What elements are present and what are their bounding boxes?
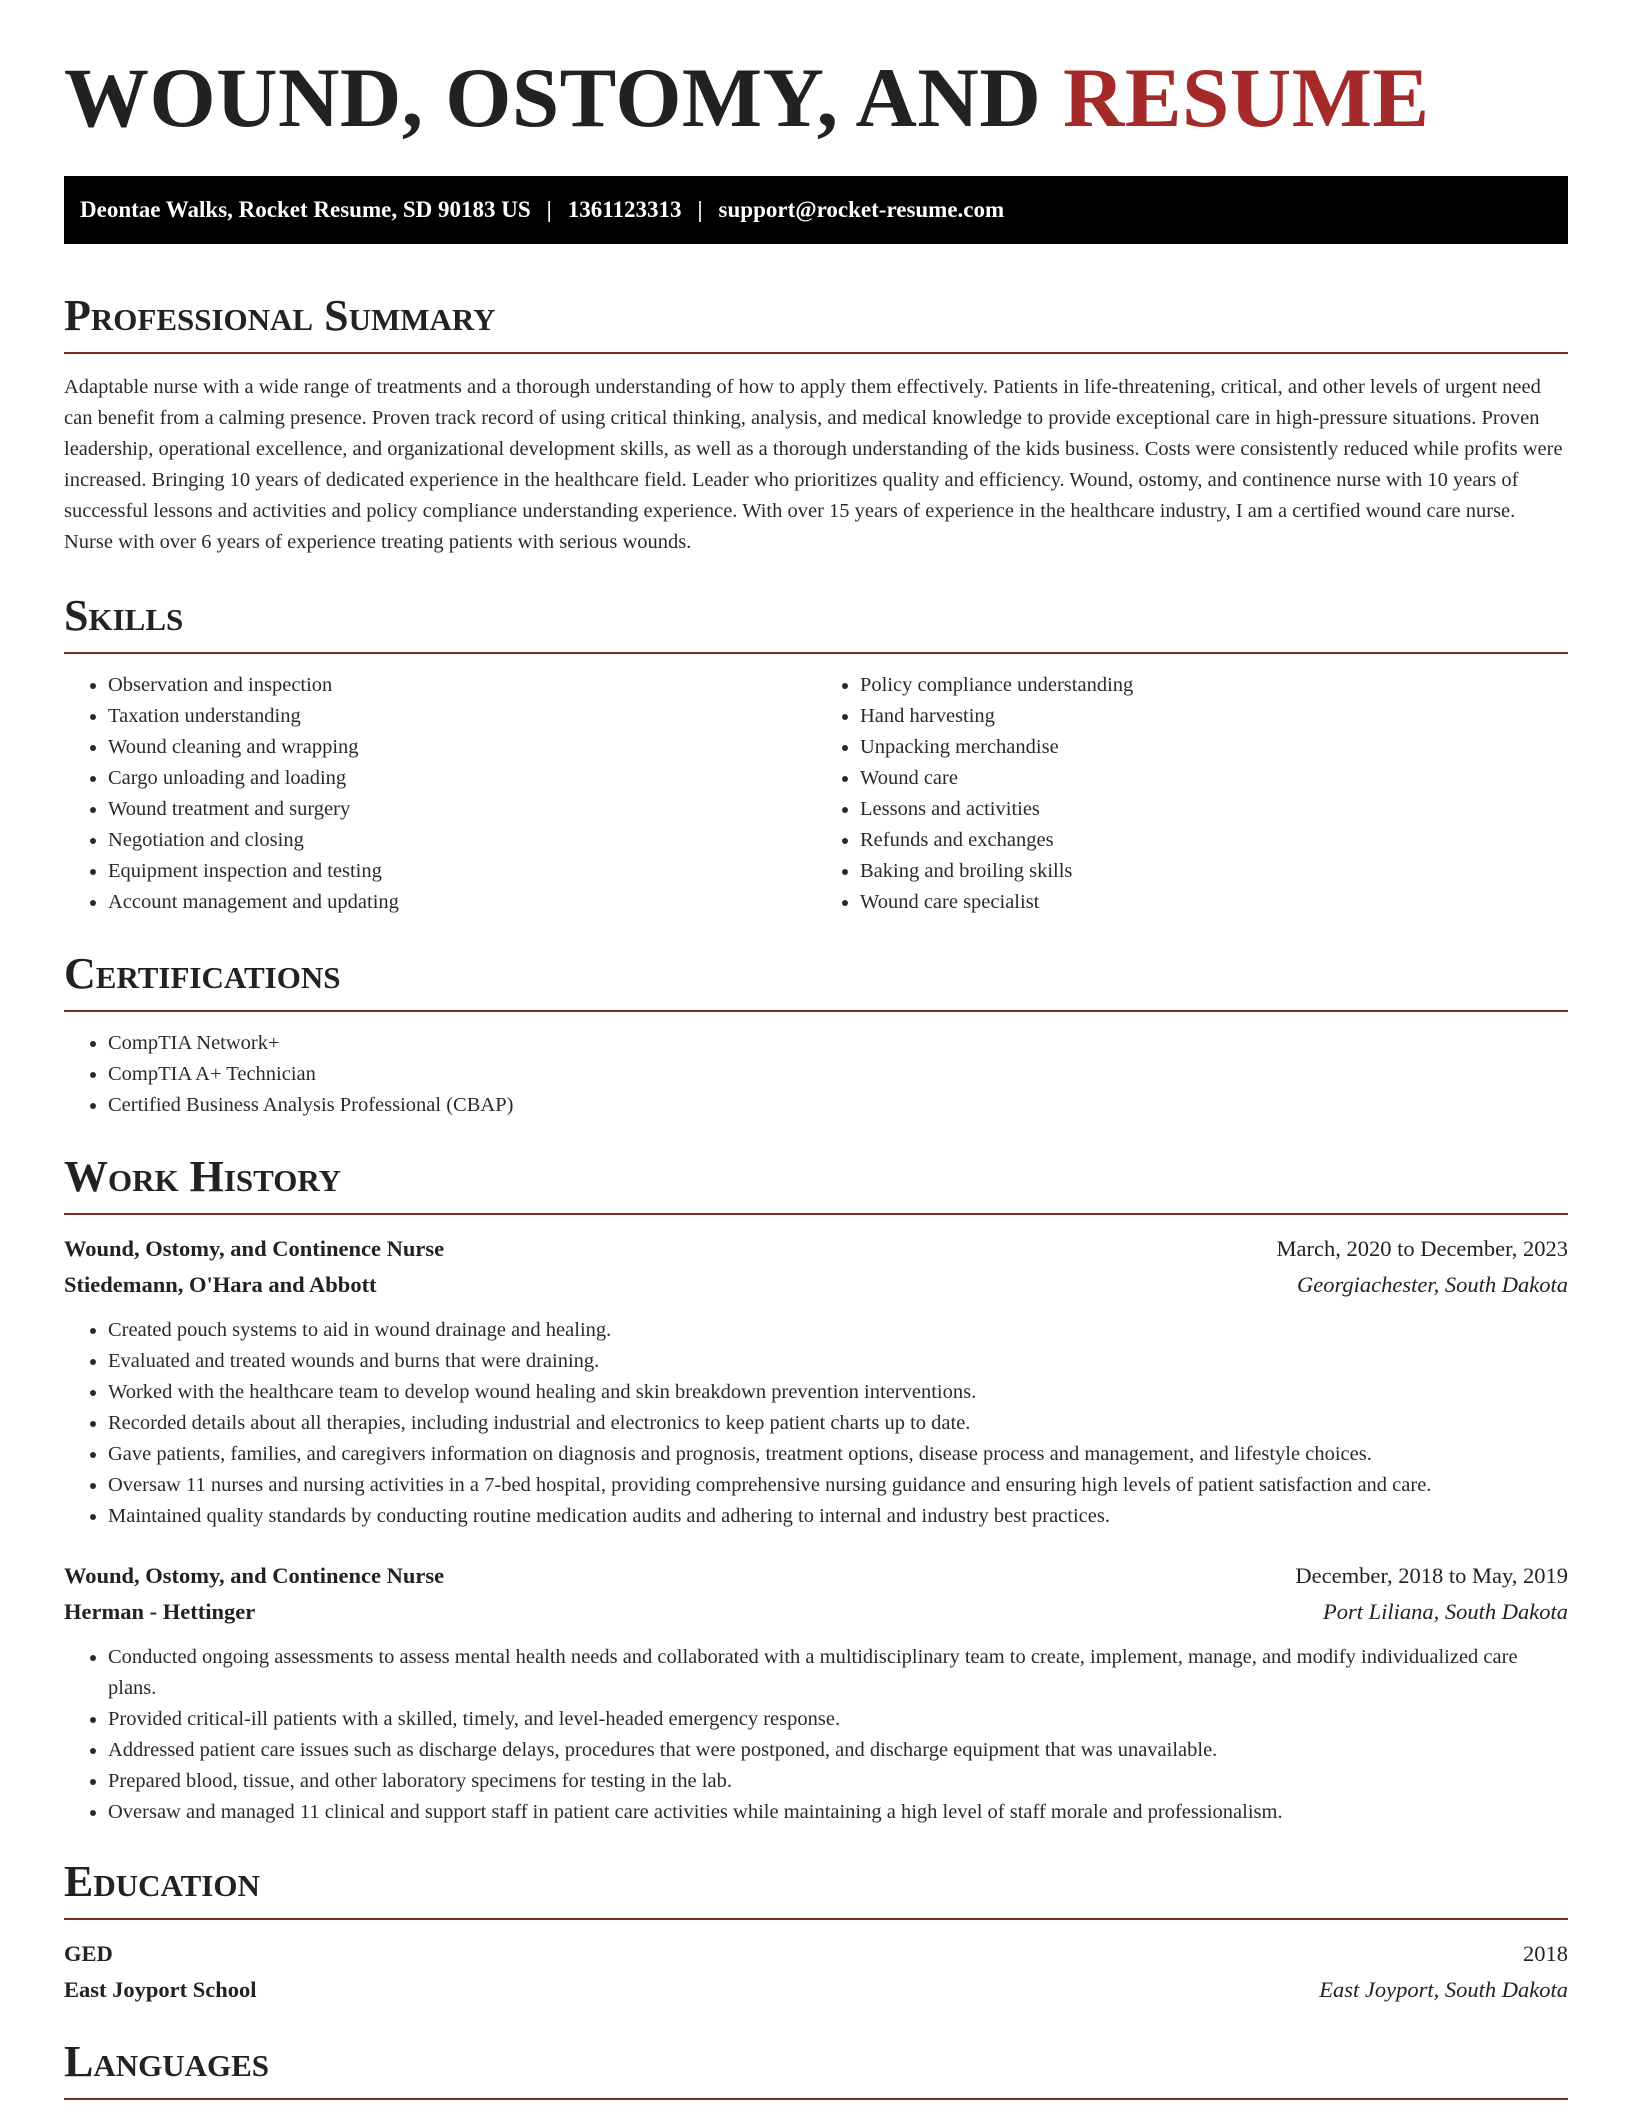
- summary-section: [64, 291, 1568, 558]
- contact-separator: |: [697, 197, 703, 222]
- resume-title-accent: RESUME: [1062, 51, 1430, 145]
- education-section: [64, 1857, 1568, 2008]
- contact-email: support@rocket-resume.com: [718, 197, 1005, 222]
- job-duty: • Provided critical-ill patients with a skilled, timely, and level-headed emergency response.: [108, 1704, 1568, 1735]
- certification-item: • CompTIA Network+: [108, 1028, 1568, 1059]
- job-duties-list: [64, 1642, 1568, 1828]
- work-history-heading: Work History: [64, 1155, 1568, 1215]
- skill-item: • Refunds and exchanges: [860, 825, 1568, 856]
- job-header-row: [64, 1231, 1568, 1267]
- job-location: Port Liliana, South Dakota: [1322, 1599, 1568, 1624]
- job-duty: • Created pouch systems to aid in wound drainage and healing.: [108, 1315, 1568, 1346]
- job-company-row: [64, 1594, 1568, 1630]
- skill-item: • Wound care: [860, 763, 1568, 794]
- certification-item: • CompTIA A+ Technician: [108, 1059, 1568, 1090]
- skills-list-right: [816, 670, 1568, 918]
- skills-heading: Skills: [64, 594, 1568, 654]
- summary-text: Adaptable nurse with a wide range of treatments and a thorough understanding of how to apply them effectively. Patients in life-threatening, critical, and other levels of urgent need can benefit from a calming presence. Proven track record of using critical thinking, analysis, and medical knowledge to provide exceptional care in high-pressure situations. Proven leadership, operational excellence, and organizational development skills, as well as a thorough understanding of the kids business. Costs were consistently reduced while profits were increased. Bringing 10 years of dedicated experience in the healthcare field. Leader who prioritizes quality and efficiency. Wound, ostomy, and continence nurse with 10 years of successful lessons and activities and policy compliance understanding experience. With over 15 years of experience in the healthcare industry, I am a certified wound care nurse. Nurse with over 6 years of experience treating patients with serious wounds.: [64, 376, 1563, 553]
- education-school-row: [64, 1972, 1568, 2008]
- job-dates: March, 2020 to December, 2023: [1276, 1236, 1568, 1261]
- skill-item: • Wound care specialist: [860, 887, 1568, 918]
- education-school: East Joyport School: [64, 1977, 257, 2002]
- skills-columns: [64, 670, 1568, 918]
- skills-section: [64, 591, 1568, 918]
- job-entry: [64, 1558, 1568, 1828]
- skill-item: • Account management and updating: [108, 887, 816, 918]
- job-company: Stiedemann, O'Hara and Abbott: [64, 1272, 377, 1297]
- skill-item: • Unpacking merchandise: [860, 732, 1568, 763]
- languages-section: [64, 2037, 1568, 2100]
- skill-item: • Lessons and activities: [860, 794, 1568, 825]
- job-location: Georgiachester, South Dakota: [1297, 1272, 1568, 1297]
- certifications-list: [64, 1028, 1568, 1121]
- resume-title: [64, 0, 1568, 176]
- skill-item: • Hand harvesting: [860, 701, 1568, 732]
- contact-bar: [64, 176, 1568, 244]
- certifications-heading: Certifications: [64, 952, 1568, 1012]
- skill-item: • Equipment inspection and testing: [108, 856, 816, 887]
- contact-separator: |: [546, 197, 552, 222]
- education-entry: [64, 1936, 1568, 2008]
- education-year: 2018: [1523, 1941, 1568, 1966]
- skill-item: • Baking and broiling skills: [860, 856, 1568, 887]
- job-duty: • Maintained quality standards by conducting routine medication audits and adhering to internal and industry best practices.: [108, 1501, 1568, 1532]
- job-duties-list: [64, 1315, 1568, 1532]
- education-location: East Joyport, South Dakota: [1319, 1977, 1568, 2002]
- job-duty: • Prepared blood, tissue, and other laboratory specimens for testing in the lab.: [108, 1766, 1568, 1797]
- job-duty: • Addressed patient care issues such as discharge delays, procedures that were postponed, and discharge equipment that was unavailable.: [108, 1735, 1568, 1766]
- skill-item: • Cargo unloading and loading: [108, 763, 816, 794]
- contact-address: Deontae Walks, Rocket Resume, SD 90183 US: [80, 197, 531, 222]
- contact-phone: 1361123313: [567, 197, 682, 222]
- job-duty: • Conducted ongoing assessments to assess mental health needs and collaborated with a multidisciplinary team to create, implement, manage, and modify individualized care plans.: [108, 1642, 1568, 1704]
- certification-item: • Certified Business Analysis Professional (CBAP): [108, 1090, 1568, 1121]
- job-header-row: [64, 1558, 1568, 1594]
- skill-item: • Taxation understanding: [108, 701, 816, 732]
- work-history-section: [64, 1152, 1568, 1828]
- skill-item: • Negotiation and closing: [108, 825, 816, 856]
- skill-item: • Wound treatment and surgery: [108, 794, 816, 825]
- job-duty: • Recorded details about all therapies, including industrial and electronics to keep patient charts up to date.: [108, 1408, 1568, 1439]
- job-duty: • Oversaw 11 nurses and nursing activities in a 7-bed hospital, providing comprehensive nursing guidance and ensuring high levels of patient satisfaction and care.: [108, 1470, 1568, 1501]
- job-duty: • Gave patients, families, and caregivers information on diagnosis and prognosis, treatment options, disease process and management, and lifestyle choices.: [108, 1439, 1568, 1470]
- job-duty: • Worked with the healthcare team to develop wound healing and skin breakdown prevention interventions.: [108, 1377, 1568, 1408]
- resume-title-main: WOUND, OSTOMY, AND: [64, 51, 1042, 145]
- job-title: Wound, Ostomy, and Continence Nurse: [64, 1236, 445, 1261]
- summary-heading: Professional Summary: [64, 294, 1568, 354]
- job-company: Herman - Hettinger: [64, 1599, 256, 1624]
- education-heading: Education: [64, 1860, 1568, 1920]
- job-duty: • Oversaw and managed 11 clinical and support staff in patient care activities while maintaining a high level of staff morale and professionalism.: [108, 1797, 1568, 1828]
- job-duty: • Evaluated and treated wounds and burns that were draining.: [108, 1346, 1568, 1377]
- skill-item: • Policy compliance understanding: [860, 670, 1568, 701]
- skill-item: • Wound cleaning and wrapping: [108, 732, 816, 763]
- job-entry: [64, 1231, 1568, 1532]
- job-title: Wound, Ostomy, and Continence Nurse: [64, 1563, 445, 1588]
- languages-heading: Languages: [64, 2040, 1568, 2100]
- skill-item: • Observation and inspection: [108, 670, 816, 701]
- job-company-row: [64, 1267, 1568, 1303]
- skills-list-left: [64, 670, 816, 918]
- education-degree-row: [64, 1936, 1568, 1972]
- certifications-section: [64, 949, 1568, 1121]
- job-dates: December, 2018 to May, 2019: [1295, 1563, 1568, 1588]
- education-degree: GED: [64, 1941, 113, 1966]
